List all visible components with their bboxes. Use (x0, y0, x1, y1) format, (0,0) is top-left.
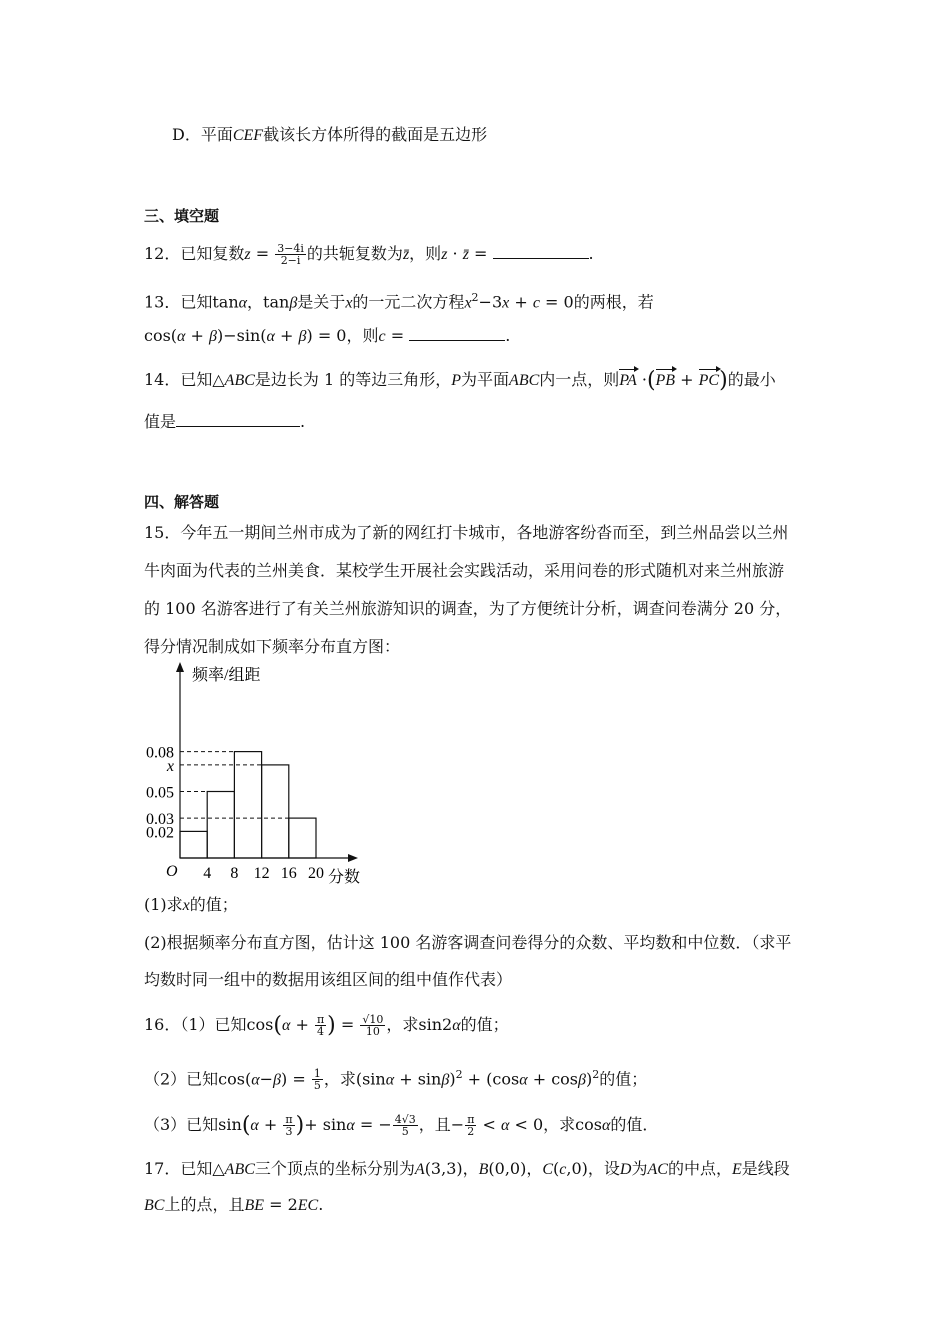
question-15-line-4: 得分情况制成如下频率分布直方图： (144, 637, 401, 656)
section-3-title: 三、填空题 (144, 207, 220, 225)
histogram-bar-3 (234, 752, 261, 858)
histogram-bar-4 (262, 765, 289, 858)
question-16-part-3: （3）已知sin(α + $\frac{\pi}{3}$ )+ sinα = − $\frac{4√3}{5}$ ，且− $\frac{\pi}{2}$ < α < 0，求cosα的值． (144, 1113, 659, 1138)
question-14-line-1: 14．已知△ABC是边长为 1 的等边三角形，P为平面ABC内一点，则PA ·(PB + PC)的最小 (144, 368, 776, 393)
y-axis-arrow (176, 662, 184, 672)
question-15-line-3: 的 100 名游客进行了有关兰州旅游知识的调查，为了方便统计分析，调查问卷满分 20 分， (144, 599, 792, 618)
question-15-line-1: 15．今年五一期间兰州市成为了新的网红打卡城市，各地游客纷沓而至，到兰州品尝以兰州 (144, 523, 789, 542)
fraction-z: $\frac{3-4i}{2-i}$ (277, 242, 304, 267)
section-4-title: 四、解答题 (144, 493, 220, 511)
frequency-histogram (140, 660, 380, 890)
question-14-line-2: 值是 . (144, 412, 306, 431)
x-axis-label: 分数 (328, 869, 361, 886)
histogram-bar-1 (180, 831, 207, 858)
question-17-line-1: 17．已知△ABC三个顶点的坐标分别为A(3,3)，B(0,0)，C(c,0)，设D为AC的中点，E是线段 (144, 1159, 790, 1178)
question-12: 12．已知复数z = $\frac{3-4i}{2-i}$ 的共轭复数为z̄，则z · z̄ = . (144, 242, 594, 267)
y-tick-x: x (166, 757, 174, 775)
x-tick-20: 20 (308, 865, 324, 882)
y-tick-0.03: 0.03 (146, 811, 174, 829)
x-tick-8: 8 (230, 865, 239, 882)
question-15-sub-2-line-2: 均数时同一组中的数据用该组区间的组中值作代表） (144, 970, 513, 989)
question-16-part-2: （2）已知cos(α−β) = $\frac{1}{5}$ ，求$(\sin\alpha + \sin\beta)^2 + (\cos\alpha + \cos\beta)^2$的值； (144, 1067, 648, 1093)
x-tick-4: 4 (203, 865, 212, 882)
y-tick-0.08: 0.08 (146, 744, 174, 762)
x-tick-12: 12 (253, 865, 270, 882)
x-axis-arrow (348, 854, 358, 862)
option-d: D．平面CEF截该长方体所得的截面是五边形 (172, 125, 488, 144)
question-15-line-2: 牛肉面为代表的兰州美食．某校学生开展社会实践活动，采用问卷的形式随机对来兰州旅游 (144, 561, 785, 580)
question-13-line-1: 13．已知tanα，tanβ是关于x的一元二次方程$x^2-3x + c = 0$的两根，若 (144, 291, 654, 312)
question-16-part-1: 16．（1）已知cos(α + $\frac{\pi}{4}$ ) = $\frac{√10}{10}$ ，求sin2α的值； (144, 1013, 509, 1038)
histogram-bar-5 (289, 818, 316, 858)
histogram-bar-2 (207, 792, 234, 859)
question-17-line-2: BC上的点，且BE = 2EC. (144, 1195, 324, 1214)
question-13-line-2: cos(α + β)−sin(α + β) = 0，则c = . (144, 326, 511, 345)
y-tick-0.05: 0.05 (146, 784, 174, 802)
y-tick-0.02: 0.02 (146, 824, 174, 842)
origin-label: O (166, 863, 178, 880)
question-15-sub-1: (1)求x的值； (144, 895, 238, 914)
x-tick-16: 16 (280, 865, 297, 882)
answer-blank-13[interactable] (409, 324, 505, 341)
question-15-sub-2-line-1: (2)根据频率分布直方图，估计这 100 名游客调查问卷得分的众数、平均数和中位数．（求平 (144, 933, 792, 952)
answer-blank-12[interactable] (493, 242, 589, 259)
answer-blank-14[interactable] (176, 410, 300, 427)
y-axis-label: 频率/组距 (192, 667, 261, 684)
